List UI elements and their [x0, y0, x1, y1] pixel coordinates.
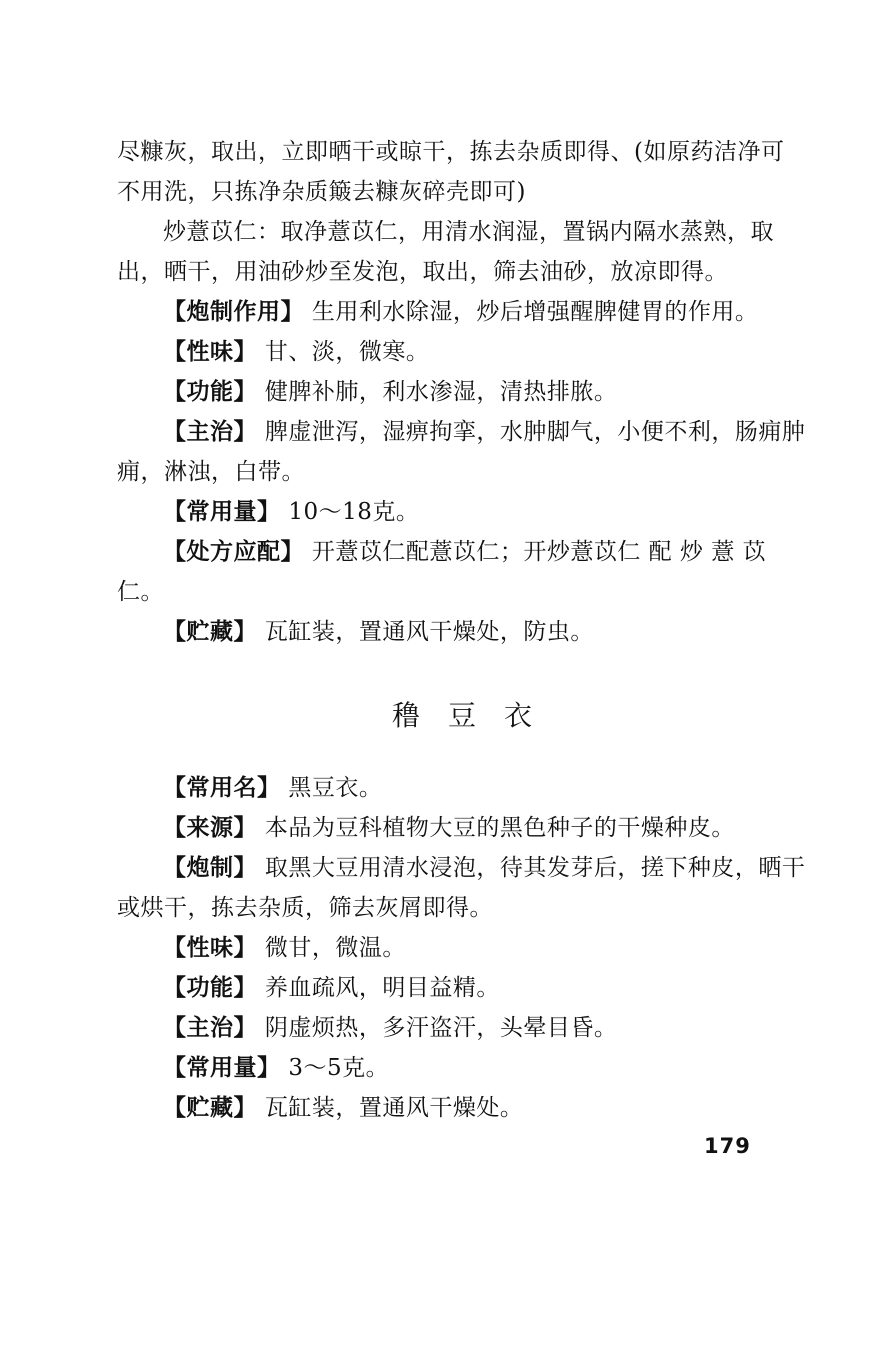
entry-text: 健脾补肺，利水渗湿，清热排脓。 [264, 379, 618, 405]
entry-label: 【处方应配】 [163, 538, 304, 565]
entry-text: 3～5克。 [288, 1055, 390, 1081]
entry-text: 取黑大豆用清水浸泡，待其发芽后，搓下种皮，晒干或烘干，拣去杂质，筛去灰屑即得。 [117, 855, 806, 921]
entry-text: 开薏苡仁配薏苡仁；开炒薏苡仁 配 炒 薏 苡仁。 [117, 539, 767, 605]
entry-label: 【常用名】 [163, 774, 281, 801]
entry-function [117, 372, 807, 412]
entry-text: 生用利水除湿，炒后增强醒脾健胃的作用。 [311, 299, 759, 325]
entry-indications [117, 1008, 807, 1048]
entry-text: 瓦缸装，置通风干燥处，防虫。 [264, 619, 594, 645]
entry-text: 本品为豆科植物大豆的黑色种子的干燥种皮。 [264, 815, 735, 841]
entry-storage [117, 612, 807, 652]
entry-label: 【功能】 [163, 378, 257, 405]
entry-label: 【贮藏】 [163, 1094, 257, 1121]
entry-processing [117, 848, 807, 928]
continuation-paragraph: 尽糠灰，取出，立即晒干或晾干，拣去杂质即得、(如原药洁净可不用洗，只拣净杂质簸去糠灰碎壳即可) [117, 139, 785, 205]
entry-label: 【炮制】 [163, 854, 257, 881]
document-page [117, 132, 807, 1128]
entry-dosage [117, 1048, 807, 1088]
entry-label: 【功能】 [163, 974, 257, 1001]
entry-prescription [117, 532, 807, 612]
entry-nature-taste [117, 928, 807, 968]
entry-label: 【性味】 [163, 934, 257, 961]
entry-nature-taste [117, 332, 807, 372]
page-number: 179 [704, 1134, 751, 1158]
entry-dosage [117, 492, 807, 532]
entry-label: 【常用量】 [163, 1054, 281, 1081]
entry-label: 【性味】 [163, 338, 257, 365]
entry-label: 【来源】 [163, 814, 257, 841]
entry-label: 【主治】 [163, 1014, 257, 1041]
entry-text: 养血疏风，明目益精。 [264, 975, 500, 1001]
entry-text: 黑豆衣。 [288, 775, 383, 801]
entry-label: 【常用量】 [163, 498, 281, 525]
entry-storage [117, 1088, 807, 1128]
entry-label: 【贮藏】 [163, 618, 257, 645]
entry-text: 瓦缸装，置通风干燥处。 [264, 1095, 524, 1121]
entry-text: 微甘，微温。 [264, 935, 406, 961]
entry-function [117, 968, 807, 1008]
entry-processing-effect [117, 292, 807, 332]
entry-text: 阴虚烦热，多汗盗汗，头晕目昏。 [264, 1015, 618, 1041]
entry-text: 甘、淡，微寒。 [264, 339, 430, 365]
entry-text: 10～18克。 [288, 499, 420, 525]
entry-source [117, 808, 807, 848]
entry-indications [117, 412, 807, 492]
entry-text: 脾虚泄泻，湿痹拘挛，水肿脚气，小便不利，肠痈肿痈，淋浊，白带。 [117, 419, 806, 485]
stir-fried-paragraph: 炒薏苡仁：取净薏苡仁，用清水润湿，置锅内隔水蒸熟，取出，晒干，用油砂炒至发泡，取出，筛去油砂，放凉即得。 [117, 219, 774, 285]
entry-common-name [117, 768, 807, 808]
entry-label: 【主治】 [163, 418, 257, 445]
section-title: 穞豆衣 [391, 699, 560, 732]
entry-label: 【炮制作用】 [163, 298, 304, 325]
